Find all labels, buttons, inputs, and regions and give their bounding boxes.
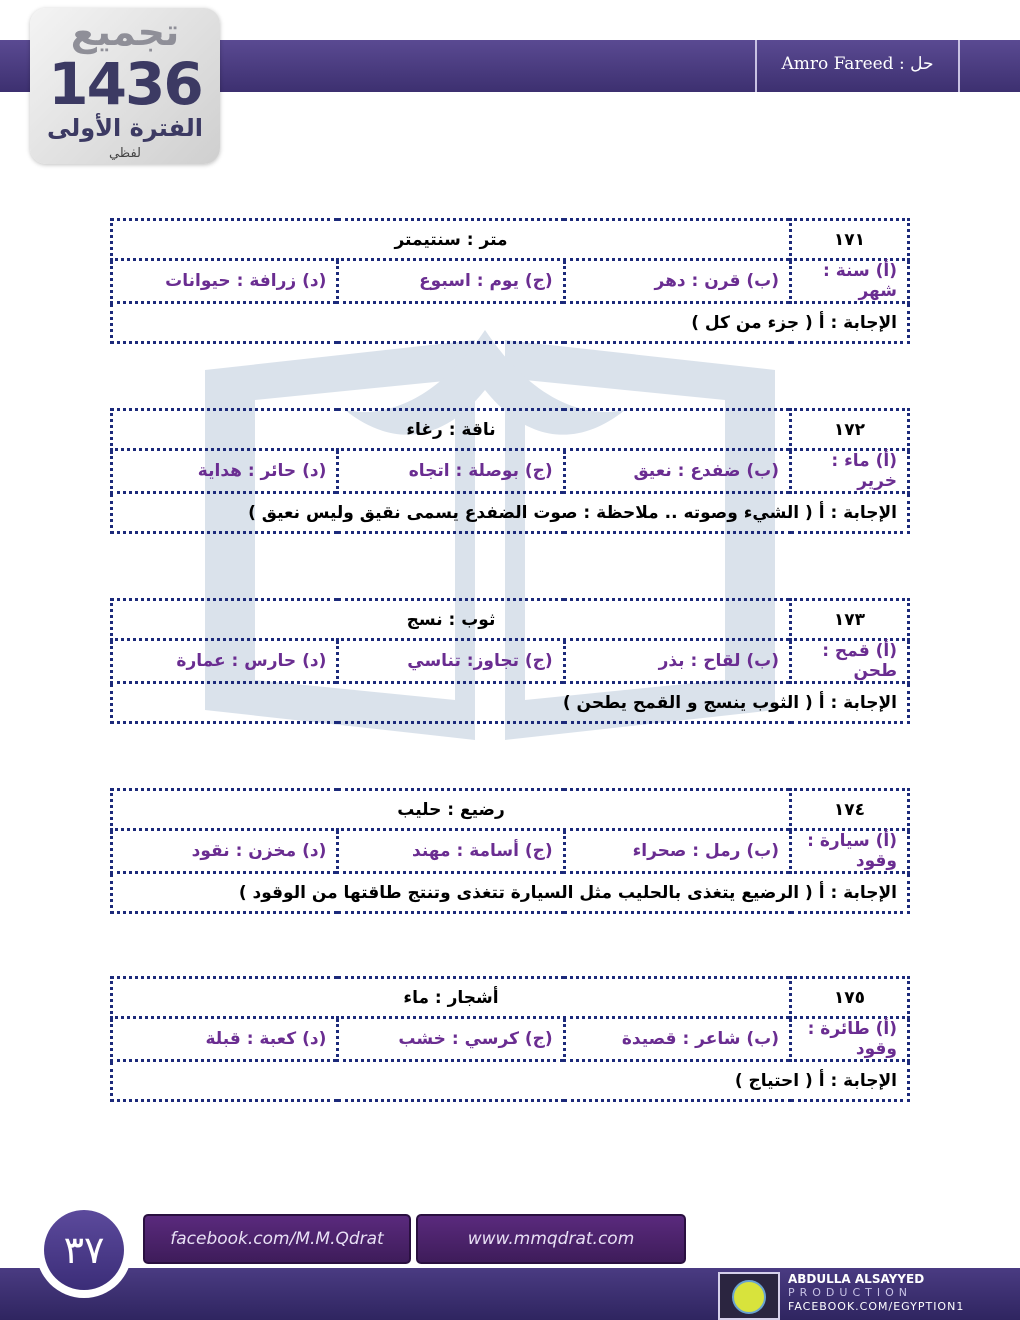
answer-row: الإجابة : أ ( احتياج ) <box>112 1061 909 1101</box>
answer-row: الإجابة : أ ( جزء من كل ) <box>112 303 909 343</box>
question-card <box>110 976 910 1102</box>
question-stem: رضيع : حليب <box>112 790 791 830</box>
brand-link[interactable]: FACEBOOK.COM/EGYPTION1 <box>788 1300 965 1313</box>
option-b: (ب) قرن : دهر <box>564 260 790 303</box>
option-b: (ب) شاعر : قصيدة <box>564 1018 790 1061</box>
option-c: (ج) يوم : اسبوع <box>338 260 564 303</box>
facebook-link[interactable]: facebook.com/M.M.Qdrat <box>143 1214 411 1264</box>
option-d: (د) كعبة : قبلة <box>112 1018 338 1061</box>
camera-lens-icon <box>718 1272 780 1320</box>
option-a: (أ) سيارة : وقود <box>791 830 909 873</box>
brand-name: ABDULLA ALSAYYED <box>788 1272 925 1286</box>
logo-section: لفظي <box>108 146 142 161</box>
question-card <box>110 788 910 914</box>
answer-row: الإجابة : أ ( الرضيع يتغذى بالحليب مثل السيارة تتغذى وتنتج طاقتها من الوقود ) <box>112 873 909 913</box>
question-number: ١٧٢ <box>791 410 909 450</box>
question-stem: ثوب : نسج <box>112 600 791 640</box>
option-c: (ج) أسامة : مهند <box>338 830 564 873</box>
question-card <box>110 598 910 724</box>
logo-year: 1436 <box>48 50 202 118</box>
option-a: (أ) سنة : شهر <box>791 260 909 303</box>
option-d: (د) حائر : هداية <box>112 450 338 493</box>
option-d: (د) زرافة : حيوانات <box>112 260 338 303</box>
question-card <box>110 408 910 534</box>
question-stem: متر : سنتيمتر <box>112 220 791 260</box>
producer-brand <box>718 1272 1018 1318</box>
solver-credit: حل : Amro Fareed <box>781 54 934 74</box>
brand-role: PRODUCTION <box>788 1286 912 1299</box>
page-number-badge <box>36 1202 132 1298</box>
option-b: (ب) لقاح : بذر <box>564 640 790 683</box>
question-stem: أشجار : ماء <box>112 978 791 1018</box>
question-card <box>110 218 910 344</box>
option-c: (ج) تجاوز: تناسي <box>338 640 564 683</box>
option-a: (أ) طائرة : وقود <box>791 1018 909 1061</box>
option-a: (أ) ماء : خرير <box>791 450 909 493</box>
option-c: (ج) بوصلة : اتجاه <box>338 450 564 493</box>
question-number: ١٧٣ <box>791 600 909 640</box>
question-number: ١٧٥ <box>791 978 909 1018</box>
option-a: (أ) قمح : طحن <box>791 640 909 683</box>
option-d: (د) مخزن : نقود <box>112 830 338 873</box>
page-number: ٣٧ <box>44 1210 124 1290</box>
option-b: (ب) رمل : صحراء <box>564 830 790 873</box>
question-stem: ناقة : رغاء <box>112 410 791 450</box>
header-divider <box>958 40 960 92</box>
option-b: (ب) ضفدع : نعيق <box>564 450 790 493</box>
question-number: ١٧٤ <box>791 790 909 830</box>
answer-row: الإجابة : أ ( الثوب ينسج و القمح يطحن ) <box>112 683 909 723</box>
logo-period: الفترة الأولى <box>46 114 204 142</box>
question-number: ١٧١ <box>791 220 909 260</box>
header-divider <box>755 40 757 92</box>
logo-title: تجميع <box>70 10 180 54</box>
website-link[interactable]: www.mmqdrat.com <box>416 1214 686 1264</box>
answer-row: الإجابة : أ ( الشيء وصوته .. ملاحظة : صوت الضفدع يسمى نقيق وليس نعيق ) <box>112 493 909 533</box>
option-d: (د) حارس : عمارة <box>112 640 338 683</box>
collection-logo <box>30 8 220 164</box>
option-c: (ج) كرسي : خشب <box>338 1018 564 1061</box>
